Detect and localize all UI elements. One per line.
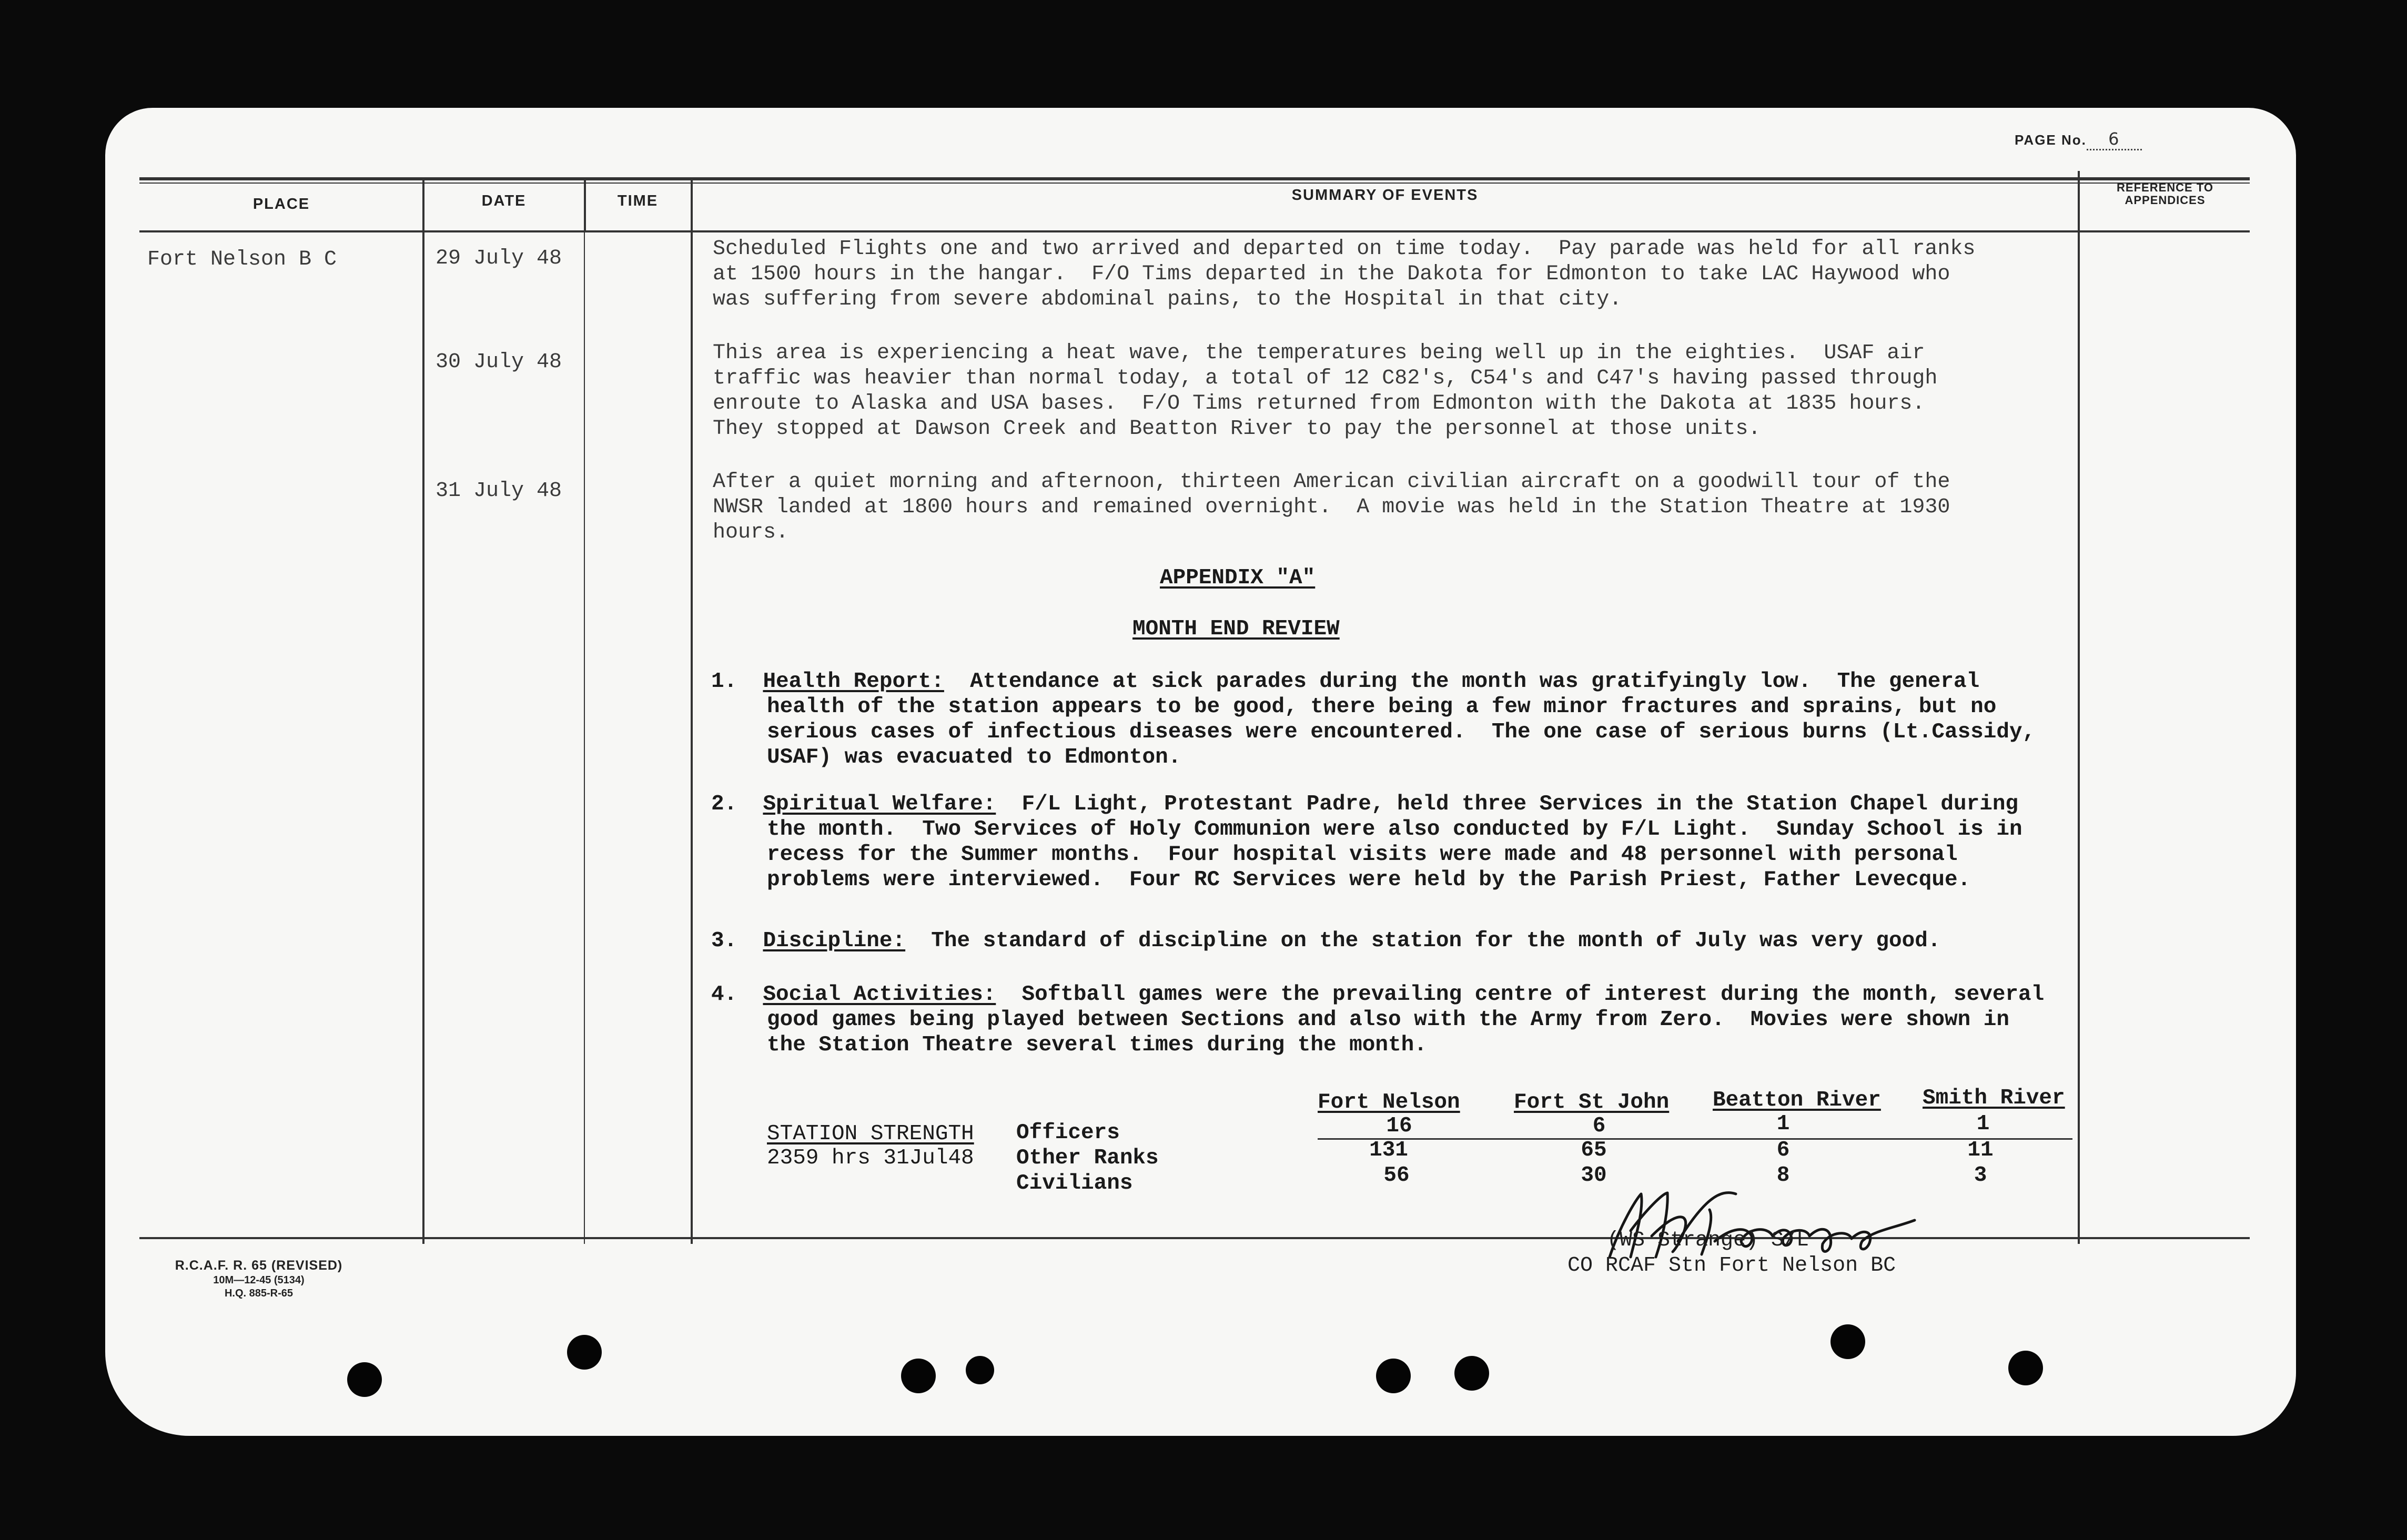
- punch-hole: [2008, 1351, 2043, 1385]
- entry-29-july: [713, 237, 1975, 312]
- item-number: 2.: [711, 792, 737, 816]
- item-text: recess for the Summer months. Four hospital visits were made and 48 personnel with personal: [767, 843, 1958, 867]
- form-number: [148, 1258, 369, 1300]
- entry-line: was suffering from severe abdominal pains, to the Hospital in that city.: [713, 288, 1622, 311]
- column-fort-nelson: Fort Nelson: [1318, 1090, 1460, 1115]
- punch-hole: [1830, 1324, 1865, 1359]
- col-divider-date: [584, 179, 586, 231]
- header-time: TIME: [617, 192, 659, 209]
- row-label-other-ranks: Other Ranks: [1016, 1146, 1159, 1170]
- entry-30-july: [713, 341, 1937, 442]
- station-strength-label: STATION STRENGTH: [767, 1122, 974, 1146]
- value-civilians-smith-river: 3: [1974, 1163, 1987, 1188]
- date-entry-2: 30 July 48: [436, 350, 562, 374]
- entry-line: Scheduled Flights one and two arrived and departed on time today. Pay parade was held for all ranks: [713, 237, 1976, 261]
- form-line-1: R.C.A.F. R. 65 (REVISED): [175, 1258, 343, 1273]
- header-reference-line1: REFERENCE TO: [2117, 181, 2213, 194]
- punch-hole: [1376, 1359, 1411, 1393]
- item-text: the month. Two Services of Holy Communion were also conducted by F/L Light. Sunday School is in: [767, 817, 2022, 842]
- item-heading: Spiritual Welfare:: [763, 792, 996, 816]
- entry-line: traffic was heavier than normal today, a total of 12 C82's, C54's and C47's having passed through: [713, 367, 1938, 390]
- page-label: PAGE No.: [2015, 132, 2087, 148]
- value-other-ranks-fort-nelson: 131: [1369, 1138, 1408, 1162]
- top-rule-thin: [139, 183, 2250, 184]
- value-officers-fort-nelson: 16: [1386, 1114, 1412, 1138]
- item-number: 1.: [711, 670, 737, 694]
- top-rule: [139, 177, 2250, 180]
- punch-hole: [347, 1362, 382, 1397]
- value-civilians-fort-nelson: 56: [1383, 1163, 1410, 1188]
- appendix-subtitle: MONTH END REVIEW: [1132, 617, 1340, 641]
- header-reference: [2080, 181, 2250, 207]
- entry-line: hours.: [713, 521, 789, 544]
- item-text: Softball games were the prevailing centre of interest during the month, several: [996, 982, 2045, 1007]
- col-divider-date-body: [584, 231, 585, 1244]
- value-other-ranks-smith-river: 11: [1967, 1138, 1994, 1162]
- entry-line: They stopped at Dawson Creek and Beatton River to pay the personnel at those units.: [713, 417, 1761, 441]
- appendix-title: APPENDIX "A": [1160, 566, 1316, 590]
- entry-line: This area is experiencing a heat wave, the temperatures being well up in the eighties. USAF air: [713, 341, 1925, 365]
- header-place: PLACE: [252, 196, 310, 212]
- value-officers-beatton-river: 1: [1776, 1112, 1790, 1136]
- entry-line: enroute to Alaska and USA bases. F/O Tims returned from Edmonton with the Dakota at 1835 hours.: [713, 392, 1925, 416]
- punch-hole: [901, 1359, 936, 1393]
- header-rule: [139, 230, 2250, 232]
- value-other-ranks-fort-st-john: 65: [1581, 1138, 1607, 1162]
- col-divider-place: [422, 179, 424, 1244]
- entry-31-july: [713, 470, 1950, 545]
- value-officers-fort-st-john: 6: [1592, 1114, 1606, 1138]
- date-entry-1: 29 July 48: [436, 247, 562, 270]
- item-text: The standard of discipline on the station for the month of July was very good.: [905, 929, 1941, 953]
- item-number: 3.: [711, 929, 737, 953]
- col-divider-summary: [2078, 171, 2080, 1244]
- entry-line: After a quiet morning and afternoon, thirteen American civilian aircraft on a goodwill tour of the: [713, 470, 1950, 494]
- item-text: serious cases of infectious diseases were encountered. The one case of serious burns (Lt.Cassidy,: [767, 720, 2036, 744]
- station-strength-date: 2359 hrs 31Jul48: [767, 1146, 974, 1170]
- page-number: [2015, 129, 2142, 150]
- date-entry-3: 31 July 48: [436, 479, 562, 503]
- value-officers-smith-river: 1: [1976, 1112, 1990, 1136]
- entry-line: NWSR landed at 1800 hours and remained overnight. A movie was held in the Station Theatre at 1930: [713, 495, 1950, 519]
- appendix-item-1: [711, 669, 2035, 770]
- value-civilians-beatton-river: 8: [1776, 1163, 1790, 1188]
- signature-block: [1567, 1228, 1896, 1279]
- item-text: good games being played between Sections and also with the Army from Zero. Movies were shown in: [767, 1008, 2009, 1032]
- appendix-item-2: [711, 792, 2022, 893]
- value-civilians-fort-st-john: 30: [1581, 1163, 1607, 1188]
- row-label-civilians: Civilians: [1016, 1171, 1133, 1195]
- appendix-item-4: [711, 982, 2044, 1058]
- form-line-3: H.Q. 885-R-65: [224, 1288, 294, 1299]
- col-divider-time: [691, 179, 693, 1244]
- item-text: Attendance at sick parades during the month was gratifyingly low. The general: [944, 670, 1980, 694]
- signatory-title: CO RCAF Stn Fort Nelson BC: [1567, 1254, 1896, 1278]
- punch-hole: [1454, 1356, 1489, 1391]
- punch-hole: [567, 1335, 602, 1370]
- item-text: F/L Light, Protestant Padre, held three Services in the Station Chapel during: [996, 792, 2019, 816]
- value-other-ranks-beatton-river: 6: [1776, 1138, 1790, 1162]
- signatory-name: (WS Strange) S/L: [1607, 1229, 1809, 1252]
- column-smith-river: Smith River: [1923, 1086, 2065, 1110]
- item-heading: Discipline:: [763, 929, 906, 953]
- item-text: USAF) was evacuated to Edmonton.: [767, 745, 1181, 769]
- header-summary: SUMMARY OF EVENTS: [1291, 187, 1479, 204]
- entry-line: at 1500 hours in the hangar. F/O Tims departed in the Dakota for Edmonton to take LAC Haywood who: [713, 262, 1950, 286]
- item-text: the Station Theatre several times during the month.: [767, 1033, 1427, 1057]
- item-heading: Health Report:: [763, 670, 944, 694]
- item-heading: Social Activities:: [763, 982, 996, 1007]
- column-beatton-river: Beatton River: [1713, 1088, 1881, 1112]
- item-text: health of the station appears to be good, there being a few minor fractures and sprains, but no: [767, 695, 1997, 719]
- row-label-officers: Officers: [1016, 1121, 1120, 1145]
- page-number-value: 6: [2087, 129, 2142, 150]
- place-value: Fort Nelson B C: [147, 248, 337, 271]
- punch-hole: [966, 1356, 994, 1384]
- header-reference-line2: APPENDICES: [2125, 194, 2206, 207]
- item-number: 4.: [711, 982, 737, 1007]
- column-fort-st-john: Fort St John: [1514, 1090, 1670, 1115]
- item-text: problems were interviewed. Four RC Services were held by the Parish Priest, Father Levecque.: [767, 868, 1971, 892]
- appendix-item-3: [711, 928, 1940, 954]
- form-line-2: 10M—12-45 (5134): [213, 1274, 305, 1286]
- header-date: DATE: [481, 192, 527, 209]
